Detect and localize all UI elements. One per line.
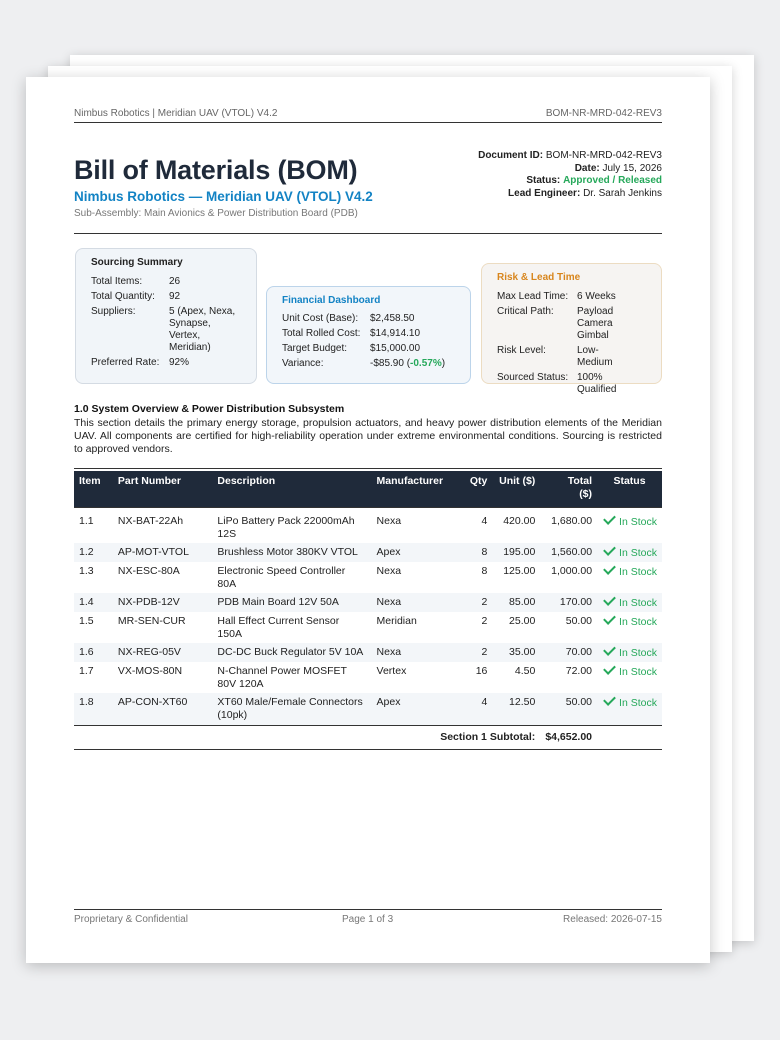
risk-row [497, 306, 625, 345]
financial-dashboard-card [266, 286, 471, 384]
cell-part: NX-PDB-12V [113, 593, 213, 612]
col-header-qty: Qty [455, 470, 492, 508]
cell-total: 170.00 [540, 593, 597, 612]
running-header-left: Nimbus Robotics | Meridian UAV (VTOL) V4.2 [74, 108, 278, 119]
header-rule [74, 122, 662, 123]
cell-manufacturer: Apex [372, 543, 456, 562]
cell-total: 1,000.00 [551, 565, 593, 577]
footer-left: Proprietary & Confidential [74, 914, 188, 925]
cell-unit: 35.00 [492, 643, 540, 662]
cell-item: 1.2 [74, 543, 113, 562]
table-row [74, 643, 662, 662]
meta-date-value: July 15, 2026 [602, 162, 662, 174]
cell-unit: 4.50 [514, 665, 536, 677]
subtotal-spacer [597, 726, 662, 750]
cell-status [597, 693, 662, 726]
sourcing-value: 26 [169, 276, 181, 287]
cell-qty: 4 [455, 508, 492, 544]
cell-status [597, 593, 662, 612]
risk-key: Max Lead Time: [497, 291, 569, 302]
financial-key: Target Budget: [282, 343, 348, 354]
cell-manufacturer: Nexa [372, 593, 456, 612]
cell-part: MR-SEN-CUR [117, 615, 186, 627]
financial-key: Total Rolled Cost: [282, 328, 361, 339]
meta-engineer-value: Dr. Sarah Jenkins [583, 187, 662, 199]
financial-value: $14,914.10 [370, 328, 421, 339]
cell-unit: 25.00 [509, 615, 536, 627]
running-header [74, 108, 662, 119]
risk-row [497, 345, 625, 372]
cell-qty: 2 [481, 615, 488, 627]
status-text: In Stock [619, 616, 657, 628]
cell-manufacturer: Vertex [376, 665, 407, 677]
meta-status-released: Released [618, 175, 662, 186]
cell-description: PDB Main Board 12V 50A [212, 593, 371, 612]
check-icon [603, 693, 616, 706]
cell-item: 1.5 [79, 615, 94, 627]
sourcing-value: 5 (Apex, Nexa, Synapse, Vertex, Meridian) [169, 306, 236, 353]
subassembly-line: Sub-Assembly: Main Avionics & Power Distribution Board (PDB) [74, 208, 358, 219]
sourcing-row [91, 276, 241, 291]
footer-right: Released: 2026-07-15 [563, 914, 662, 925]
table-row [74, 693, 662, 726]
status-text: In Stock [619, 547, 657, 559]
risk-lead-time-table [497, 291, 625, 399]
check-icon [603, 662, 616, 675]
sourcing-key: Suppliers: [91, 306, 136, 317]
sourcing-row [91, 357, 241, 372]
running-header-right: BOM-NR-MRD-042-REV3 [545, 108, 662, 119]
cell-total: 72.00 [565, 665, 593, 677]
cell-manufacturer: Apex [372, 693, 456, 726]
cell-part: AP-MOT-VTOL [113, 543, 213, 562]
cell-item: 1.7 [79, 665, 94, 677]
col-header-manufacturer: Manufacturer [372, 470, 456, 508]
cell-part: VX-MOS-80N [117, 665, 183, 677]
cell-description: DC-DC Buck Regulator 5V 10A [212, 643, 371, 662]
sourcing-value: 92 [169, 291, 181, 302]
risk-key: Critical Path: [497, 306, 554, 317]
meta-date-label: Date: [574, 162, 600, 174]
sourcing-summary-table [91, 276, 241, 372]
cell-part: NX-BAT-22Ah [113, 508, 213, 544]
cell-part: NX-REG-05V [113, 643, 213, 662]
cell-qty: 8 [481, 565, 488, 577]
cell-manufacturer: Nexa [376, 565, 402, 577]
financial-row [282, 328, 445, 343]
sourcing-key: Preferred Rate: [91, 357, 160, 368]
risk-key: Risk Level: [497, 345, 546, 356]
financial-dashboard-table [282, 313, 445, 373]
col-header-item: Item [74, 470, 113, 508]
meta-engineer [478, 188, 662, 201]
sourcing-summary-title: Sourcing Summary [91, 257, 183, 268]
cell-item: 1.1 [74, 508, 113, 544]
cell-total: 50.00 [565, 615, 593, 627]
col-header-description: Description [212, 470, 371, 508]
col-header-unit: Unit ($) [492, 470, 540, 508]
sourcing-key: Total Items: [91, 276, 143, 287]
section-title: 1.0 System Overview & Power Distribution Subsystem [74, 403, 345, 415]
meta-date [478, 163, 662, 176]
cell-item: 1.4 [74, 593, 113, 612]
cell-unit: 12.50 [492, 693, 540, 726]
risk-value: Low-Medium [577, 345, 613, 368]
cell-description: XT60 Male/Female Connectors (10pk) [212, 693, 371, 726]
risk-lead-time-title: Risk & Lead Time [497, 272, 581, 283]
subtotal-value: $4,652.00 [540, 726, 597, 750]
meta-status-approved: Approved [563, 175, 610, 186]
cell-qty: 16 [475, 665, 488, 677]
cell-status [597, 612, 662, 643]
cell-unit: 420.00 [492, 508, 540, 544]
cell-item: 1.8 [74, 693, 113, 726]
status-text: In Stock [619, 597, 657, 609]
financial-value: $2,458.50 [370, 313, 415, 324]
cell-qty: 4 [455, 693, 492, 726]
meta-doc-id-label: Document ID: [478, 150, 544, 161]
cell-status [597, 562, 662, 593]
risk-lead-time-card [481, 263, 662, 395]
col-header-total: Total ($) [540, 470, 597, 508]
cell-total: 70.00 [540, 643, 597, 662]
section-paragraph: This section details the primary energy storage, propulsion actuators, and heavy power distribution elements of the Meridian UAV. All components are certified for high-reliability operation under extreme environmental conditions. Sourcing is restricted to approved vendors. [74, 417, 662, 455]
sourcing-row [91, 306, 241, 357]
check-icon [603, 562, 616, 575]
variance-value: -$85.90 [370, 358, 404, 369]
meta-status-sep: / [609, 175, 619, 186]
cell-total: 1,560.00 [540, 543, 597, 562]
cell-unit: 85.00 [492, 593, 540, 612]
cell-qty: 2 [455, 593, 492, 612]
table-row [74, 612, 662, 643]
bom-table [74, 469, 662, 750]
cell-status [597, 643, 662, 662]
status-text: In Stock [619, 566, 657, 578]
col-header-part: Part Number [113, 470, 213, 508]
risk-value: Payload Camera Gimbal [577, 306, 614, 341]
cell-description: N-Channel Power MOSFET 80V 120A [217, 665, 347, 690]
table-row [74, 662, 662, 693]
meta-status-label: Status: [526, 175, 561, 186]
meta-engineer-label: Lead Engineer: [508, 187, 581, 199]
check-icon [603, 593, 616, 606]
page-title: Bill of Materials (BOM) [74, 155, 358, 185]
variance-label: Variance: [282, 358, 324, 369]
cell-description: Electronic Speed Controller 80A [217, 565, 346, 590]
cell-status [597, 543, 662, 562]
document-meta [478, 150, 662, 200]
variance-cell [370, 358, 445, 373]
cell-manufacturer: Nexa [372, 643, 456, 662]
check-icon [603, 512, 616, 525]
cell-status [597, 508, 662, 544]
financial-row [282, 313, 445, 328]
financial-key: Unit Cost (Base): [282, 313, 359, 324]
cell-item: 1.3 [79, 565, 94, 577]
risk-value: 6 Weeks [577, 291, 616, 302]
meta-doc-id-value: BOM-NR-MRD-042-REV3 [545, 150, 662, 161]
table-row [74, 543, 662, 562]
cell-total: 1,680.00 [540, 508, 597, 544]
footer-rule [74, 909, 662, 910]
cell-qty: 2 [455, 643, 492, 662]
cell-manufacturer: Nexa [372, 508, 456, 544]
table-row [74, 508, 662, 544]
subtotal-label: Section 1 Subtotal: [74, 726, 540, 750]
financial-variance-row [282, 358, 445, 373]
table-row [74, 562, 662, 593]
footer-page-number: Page 1 of 3 [342, 914, 394, 925]
cell-unit: 195.00 [492, 543, 540, 562]
variance-paren-open: ( [403, 358, 411, 369]
document-page [26, 77, 710, 963]
risk-row [497, 372, 625, 399]
risk-row [497, 291, 625, 306]
sourcing-value: 92% [169, 357, 190, 368]
status-text: In Stock [619, 647, 657, 659]
cell-description: Hall Effect Current Sensor 150A [217, 615, 340, 640]
cell-description: Brushless Motor 380KV VTOL [212, 543, 371, 562]
cell-part: AP-CON-XT60 [113, 693, 213, 726]
table-row [74, 593, 662, 612]
meta-doc-id [478, 150, 662, 163]
cell-description: LiPo Battery Pack 22000mAh 12S [212, 508, 371, 544]
cell-total: 50.00 [540, 693, 597, 726]
cell-status [597, 662, 662, 693]
check-icon [603, 643, 616, 656]
col-header-status: Status [597, 470, 662, 508]
risk-value: 100% Qualified [577, 372, 617, 395]
check-icon [603, 612, 616, 625]
cell-part: NX-ESC-80A [117, 565, 180, 577]
page-subtitle: Nimbus Robotics — Meridian UAV (VTOL) V4.2 [74, 189, 373, 204]
cell-unit: 125.00 [503, 565, 536, 577]
check-icon [603, 543, 616, 556]
title-rule [74, 233, 662, 234]
sourcing-row [91, 291, 241, 306]
financial-dashboard-title: Financial Dashboard [282, 295, 381, 306]
sourcing-key: Total Quantity: [91, 291, 155, 302]
cell-item: 1.6 [74, 643, 113, 662]
page-content [74, 77, 662, 963]
table-header-row [74, 470, 662, 508]
variance-percent: -0.57% [410, 358, 442, 369]
cell-manufacturer: Meridian [376, 615, 417, 627]
subtotal-row [74, 726, 662, 750]
sourcing-summary-card [75, 248, 257, 384]
status-text: In Stock [619, 516, 657, 528]
status-text: In Stock [619, 666, 657, 678]
meta-status [478, 175, 662, 188]
status-text: In Stock [619, 697, 657, 709]
cell-qty: 8 [455, 543, 492, 562]
financial-value: $15,000.00 [370, 343, 421, 354]
financial-row [282, 343, 445, 358]
risk-key: Sourced Status: [497, 372, 569, 383]
variance-paren-close: ) [441, 358, 446, 369]
